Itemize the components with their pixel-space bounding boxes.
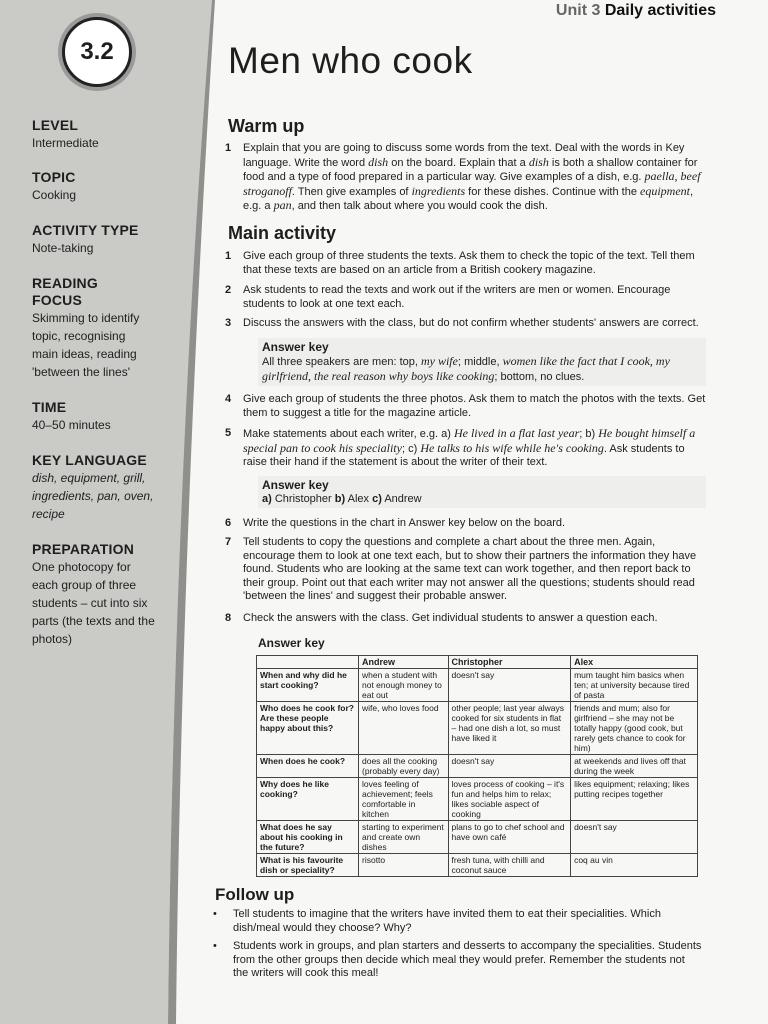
item-number: 5 — [225, 427, 232, 439]
table-cell: mum taught him basics when ten; at university because tired of pasta — [571, 669, 698, 702]
language-section — [32, 452, 182, 523]
table-cell: loves process of cooking – it's fun and helps him to relax; likes sociable aspect of cooking — [448, 778, 571, 821]
text-run: ; b) — [579, 428, 599, 440]
level-value: Intermediate — [32, 136, 99, 150]
item-number: 8 — [225, 612, 232, 624]
text-run: my wife — [420, 354, 458, 368]
text-run: Andrew — [384, 493, 422, 505]
table-cell: loves feeling of achievement; feels comfortable in kitchen — [359, 778, 449, 821]
table-cell: does all the cooking (probably every day) — [359, 755, 449, 778]
table-row — [257, 778, 698, 821]
table-cell: coq au vin — [571, 854, 698, 877]
text-run: He talks to his wife while he's cooking — [420, 440, 604, 455]
item-number: 3 — [225, 317, 232, 329]
bullet-mark: • — [213, 908, 217, 920]
table-cell: doesn't say — [571, 821, 698, 854]
item-text: Tell students to imagine that the writers have invited them to eat their specialities. Which dish/meal would they choose? Why? — [233, 908, 661, 934]
table-header-row — [257, 656, 698, 669]
text-run: He bought himself a special pan to cook his speciality — [243, 426, 696, 455]
text-run: pan — [273, 198, 292, 212]
answer-table — [256, 655, 698, 877]
item-text — [243, 427, 710, 470]
table-row — [257, 702, 698, 755]
sidebar — [0, 0, 215, 1024]
main-item-7 — [225, 536, 710, 604]
reading-line: main ideas, reading — [32, 347, 137, 361]
topic-section — [32, 169, 167, 204]
text-run: for these dishes. Continue with the — [465, 185, 641, 198]
table-row — [257, 669, 698, 702]
reading-line: Skimming to identify — [32, 311, 140, 325]
text-run: ; c) — [401, 442, 421, 455]
main-item-1 — [225, 250, 710, 277]
main-item-6 — [225, 517, 710, 531]
answer-key-title: Answer key — [262, 340, 329, 354]
item-number: 4 — [225, 393, 232, 405]
table-cell: doesn't say — [448, 755, 571, 778]
text-run: equipment — [640, 183, 691, 198]
text-run: . Then give examples of — [291, 185, 412, 198]
item-text: Discuss the answers with the class, but do not confirm whether students' answers are correct. — [243, 317, 699, 329]
language-line: recipe — [32, 507, 65, 521]
answer-key-3-title: Answer key — [258, 636, 325, 650]
item-number: 2 — [225, 284, 232, 296]
answer-key-title: Answer key — [262, 478, 329, 492]
section-badge: 3.2 — [62, 17, 132, 87]
item-text: Students work in groups, and plan starters and desserts to accompany the specialities. Students from the other groups then decide which meal they would prefer. Remember the students not the writers will cook this meal! — [233, 940, 702, 979]
bullet-mark: • — [213, 940, 217, 952]
reading-line: 'between the lines' — [32, 365, 130, 379]
text-run: women like the fact that I cook, my girlfriend, the real reason why boys like cooking — [262, 354, 670, 383]
text-run: , and then talk about where you would cook the dish. — [291, 200, 548, 212]
item-text: Tell students to copy the questions and complete a chart about the three men. Again, encourage them to look at one text each, but to show their partners the information they have found. Students who are looking at the same text can work together, and then report back to their group. Point out that each writer may not answer all the questions; students should read 'between the lines' and suggest their probable answer. — [243, 536, 697, 602]
table-row — [257, 755, 698, 778]
activity-section — [32, 222, 167, 257]
topic-value: Cooking — [32, 188, 77, 202]
text-run: , e.g. a — [243, 185, 694, 212]
table-cell: doesn't say — [448, 669, 571, 702]
prep-line: photos) — [32, 632, 73, 646]
level-section — [32, 117, 167, 152]
main-item-8 — [225, 612, 710, 626]
table-cell: starting to experiment and create own dishes — [359, 821, 449, 854]
language-line: dish, equipment, grill, — [32, 471, 146, 485]
text-run: ingredients — [411, 183, 466, 198]
table-cell: plans to go to chef school and have own café — [448, 821, 571, 854]
reading-line: topic, recognising — [32, 329, 126, 343]
table-cell: risotto — [359, 854, 449, 877]
table-cell: When does he cook? — [257, 755, 359, 778]
answer-key-2 — [258, 476, 706, 508]
text-run: c) — [372, 493, 382, 505]
item-number: 1 — [225, 250, 232, 262]
prep-line: One photocopy for — [32, 560, 131, 574]
table-cell: likes equipment; relaxing; likes putting recipes together — [571, 778, 698, 821]
table-cell: Who does he cook for? Are these people happy about this? — [257, 702, 359, 755]
prep-line: each group of three — [32, 578, 137, 592]
text-run: Make statements about each writer, e.g. a) — [243, 428, 454, 440]
text-run: dish — [528, 154, 549, 169]
item-text — [243, 142, 710, 214]
table-cell: What is his favourite dish or speciality? — [257, 854, 359, 877]
text-run: . Ask students to raise their hand if the statement is about the writer of their text. — [243, 442, 685, 468]
table-header-cell — [257, 656, 359, 669]
followup-item-2 — [213, 940, 703, 981]
table-cell: What does he say about his cooking in the future? — [257, 821, 359, 854]
item-text: Ask students to read the texts and work out if the writers are men or women. Encourage students to look at one text each. — [243, 284, 671, 310]
item-number: 1 — [225, 142, 232, 154]
text-run: ; bottom, no clues. — [494, 371, 585, 383]
level-label: LEVEL — [32, 117, 79, 133]
time-value: 40–50 minutes — [32, 418, 111, 432]
table-cell: friends and mum; also for girlfriend – she may not be totally happy (good cook, but rarely gets chance to cook for him) — [571, 702, 698, 755]
topic-label: TOPIC — [32, 169, 76, 185]
text-run: a) — [262, 493, 272, 505]
reading-label-2: FOCUS — [32, 292, 82, 308]
prep-section — [32, 541, 182, 648]
text-run: dish — [368, 154, 389, 169]
followup-item-1 — [213, 908, 703, 935]
table-cell: when a student with not enough money to eat out — [359, 669, 449, 702]
item-text: Check the answers with the class. Get individual students to answer a question each. — [243, 612, 658, 624]
item-number: 6 — [225, 517, 232, 529]
activity-label: ACTIVITY TYPE — [32, 222, 139, 238]
language-line: ingredients, pan, oven, — [32, 489, 154, 503]
item-number: 7 — [225, 536, 232, 548]
time-label: TIME — [32, 399, 67, 415]
text-run: b) — [334, 493, 346, 505]
warmup-item-1 — [225, 142, 710, 214]
text-run: All three speakers are men: top, — [262, 356, 421, 368]
table-cell: fresh tuna, with chilli and coconut sauce — [448, 854, 571, 877]
reading-section — [32, 275, 167, 381]
followup-heading: Follow up — [215, 885, 295, 904]
table-row — [257, 854, 698, 877]
table-cell: at weekends and lives off that during the week — [571, 755, 698, 778]
main-heading: Main activity — [228, 223, 337, 243]
table-cell: Why does he like cooking? — [257, 778, 359, 821]
table-cell: When and why did he start cooking? — [257, 669, 359, 702]
table-cell: wife, who loves food — [359, 702, 449, 755]
text-run: on the board. Explain that a — [388, 156, 529, 169]
unit-prefix: Unit 3 — [555, 2, 601, 19]
text-run: paella, beef stroganoff — [243, 169, 701, 198]
language-label: KEY LANGUAGE — [32, 452, 147, 468]
item-text: Give each group of students the three photos. Ask them to match the photos with the texts. Get them to suggest a title for the magazine article. — [243, 393, 706, 419]
text-run: Alex — [347, 493, 370, 505]
table-header-cell: Christopher — [448, 656, 571, 669]
table-header-cell: Alex — [571, 656, 698, 669]
unit-header — [556, 2, 716, 20]
unit-title: Daily activities — [604, 2, 716, 19]
prep-line: students – cut into six — [32, 596, 148, 610]
main-item-5 — [225, 427, 710, 470]
time-section — [32, 399, 167, 434]
warmup-heading: Warm up — [228, 116, 305, 136]
main-item-4 — [225, 393, 710, 420]
text-run: ; middle, — [457, 356, 503, 368]
text-run: is both a shallow container for food and a type of food prepared in a particular way. Give examples of a dish, e.g. — [243, 156, 698, 183]
item-text: Write the questions in the chart in Answer key below on the board. — [243, 517, 566, 529]
page-title: Men who cook — [228, 40, 473, 81]
text-run: Christopher — [274, 493, 332, 505]
table-row — [257, 821, 698, 854]
table-cell: other people; last year always cooked for six students in flat – had one dish a lot, so must have liked it — [448, 702, 571, 755]
item-text: Give each group of three students the texts. Ask them to check the topic of the text. Tell them that these texts are based on an article from a British cookery magazine. — [243, 250, 695, 276]
answer-key-text — [262, 354, 702, 384]
reading-label-1: READING — [32, 275, 98, 291]
main-item-3 — [225, 317, 710, 331]
answer-key-1 — [258, 338, 706, 386]
text-run: Explain that you are going to discuss some words from the text. Deal with the words in Key language. Write the word — [243, 142, 685, 169]
answer-key-text — [262, 492, 702, 506]
table-header-cell: Andrew — [359, 656, 449, 669]
text-run: He lived in a flat last year — [453, 426, 580, 440]
activity-value: Note-taking — [32, 241, 94, 255]
main-item-2 — [225, 284, 710, 311]
prep-line: parts (the texts and the — [32, 614, 155, 628]
prep-label: PREPARATION — [32, 541, 135, 557]
